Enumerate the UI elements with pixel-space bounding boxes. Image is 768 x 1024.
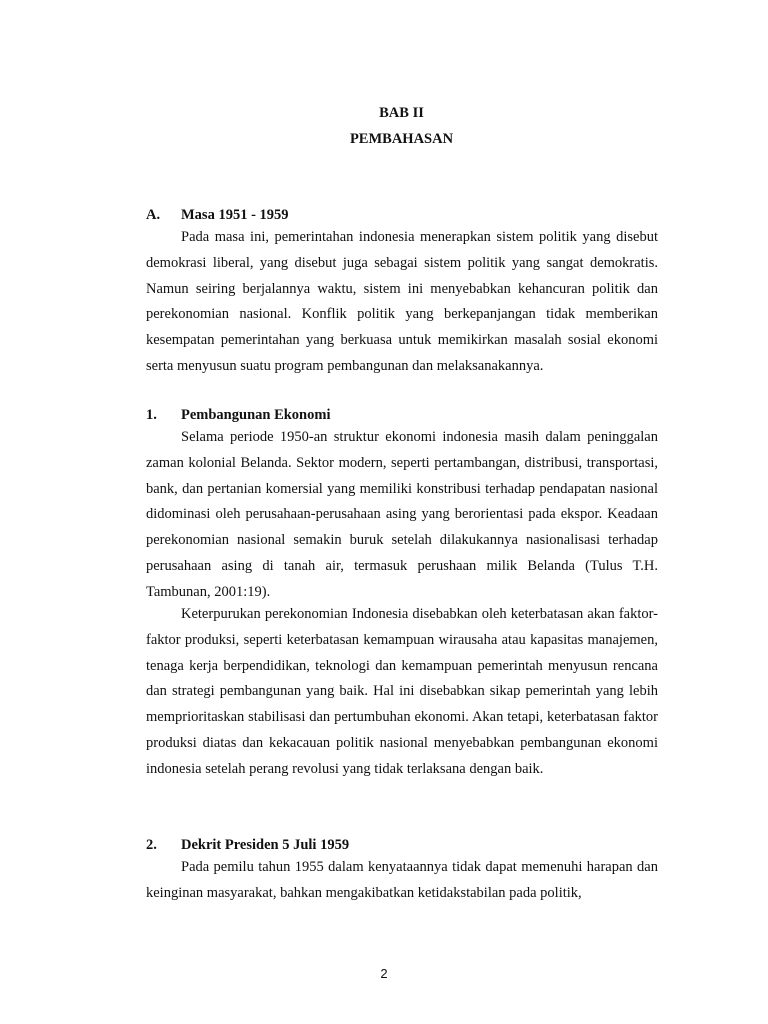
subsection-2-title: Dekrit Presiden 5 Juli 1959 bbox=[181, 837, 350, 853]
subsection-1-paragraph-2: Keterpurukan perekonomian Indonesia disebabkan oleh keterbatasan akan faktor-faktor produksi, seperti keterbatasan kemampuan wirausaha atau kapasitas manajemen, tenaga kerja berpendidikan, teknologi dan kemampuan pemerintah menyusun rencana dan strategi pembangunan yang baik. Hal ini disebabkan sikap pemerintah yang lebih memprioritaskan stabilisasi dan pertumbuhan ekonomi. Akan tetapi, keterbatasan faktor produksi diatas dan kekacauan politik nasional menyebabkan pembangunan ekonomi indonesia setelah perang revolusi yang tidak terlaksana dengan baik. bbox=[146, 606, 658, 777]
section-a-title: Masa 1951 - 1959 bbox=[181, 207, 289, 223]
subsection-1-title: Pembangunan Ekonomi bbox=[181, 407, 331, 423]
section-a-number: A. bbox=[146, 207, 161, 223]
chapter-label: BAB II bbox=[379, 105, 424, 121]
subsection-2-number: 2. bbox=[146, 837, 157, 853]
chapter-title: PEMBAHASAN bbox=[349, 131, 454, 147]
section-a-paragraph: Pada masa ini, pemerintahan indonesia menerapkan sistem politik yang disebut demokrasi liberal, yang disebut juga sebagai sistem politik yang sangat demokratis. Namun seiring berjalannya waktu, sistem ini menyebabkan kehancuran politik dan perekonomian nasional. Konflik politik yang berkepanjangan tidak memberikan kesempatan pemerintahan yang berkuasa untuk memikirkan masalah sosial ekonomi serta menyusun suatu program pembangunan dan melaksanakannya. bbox=[146, 229, 658, 374]
subsection-1-paragraph-1: Selama periode 1950-an struktur ekonomi indonesia masih dalam peninggalan zaman kolonial Belanda. Sektor modern, seperti pertambangan, distribusi, transportasi, bank, dan pertanian komersial yang memiliki konstribusi terhadap pendapatan nasional didominasi oleh perusahaan-perusahaan asing yang berorientasi pada ekspor. Keadaan perekonomian nasional semakin buruk setelah dilakukannya nasionalisasi terhadap perusahaan asing di tanah air, termasuk perushaan milik Belanda (Tulus T.H. Tambunan, 2001:19). bbox=[146, 429, 658, 600]
page-number: 2 bbox=[380, 966, 388, 981]
subsection-2-paragraph: Pada pemilu tahun 1955 dalam kenyataannya tidak dapat memenuhi harapan dan keinginan masyarakat, bahkan mengakibatkan ketidakstabilan pada politik, bbox=[146, 859, 658, 901]
subsection-1-number: 1. bbox=[146, 407, 157, 423]
